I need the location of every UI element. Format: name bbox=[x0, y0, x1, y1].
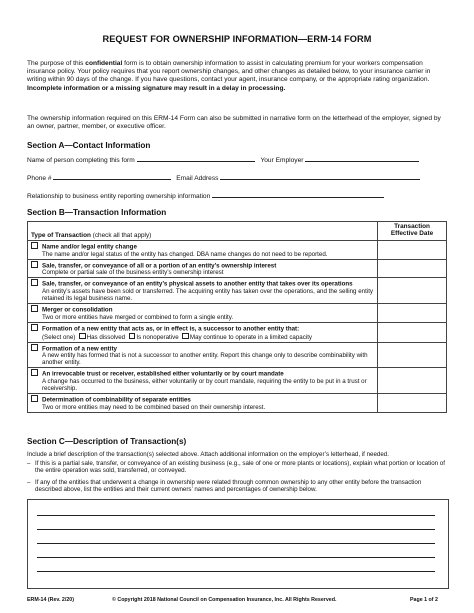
copyright: © Copyright 2018 National Council on Compensation Insurance, Inc. All Rights Reserved. bbox=[112, 597, 337, 603]
description-line[interactable] bbox=[37, 571, 435, 572]
narrative-paragraph: The ownership information required on this ERM-14 Form can also be submitted in narrative form on the letterhead of the employer, signed by an owner, partner, member, or executive officer. bbox=[27, 115, 441, 131]
table-row bbox=[28, 278, 447, 304]
row-description: A new entity has formed that is not a successor to another entity. Report this change only to describe combinability with another entity. bbox=[42, 352, 368, 367]
asset-sale-checkbox[interactable] bbox=[31, 279, 38, 286]
intro-text-b: form is to obtain ownership information to assist in calculating premium for your workers compensation insurance policy. Your policy requires that you report ownership changes, and other changes as detailed below, to your insurance carrier in writing within 90 days of the change. If you have questions, contact your agent, insurance company, or the appropriate rating organization. bbox=[27, 60, 431, 84]
name-change-checkbox[interactable] bbox=[31, 242, 38, 249]
table-row bbox=[28, 241, 447, 260]
nonoperative-label: Is nonoperative bbox=[136, 333, 179, 341]
form-title: REQUEST FOR OWNERSHIP INFORMATION—ERM-14 FORM bbox=[102, 34, 372, 44]
combinability-checkbox[interactable] bbox=[31, 395, 38, 402]
intro-warning: Incomplete information or a missing signature may result in a delay in processing. bbox=[27, 84, 286, 92]
successor-checkbox[interactable] bbox=[31, 324, 38, 331]
nonoperative-checkbox[interactable] bbox=[129, 333, 136, 340]
bullet-related-entities bbox=[27, 479, 447, 494]
effective-date-cell[interactable] bbox=[378, 304, 447, 323]
form-id: ERM-14 (Rev. 2/20) bbox=[27, 597, 75, 603]
description-line[interactable] bbox=[37, 543, 435, 544]
successor-options bbox=[31, 333, 374, 341]
row-title: Name and/or legal entity change bbox=[42, 243, 137, 251]
bullet1-text: If this is a partial sale, transfer, or conveyance of an existing business (e.g., sale of one or more plants or locations), explain what portion or location of the entire operation was sold, transferred, or conveyed. bbox=[35, 460, 445, 475]
intro-text-a: The purpose of this bbox=[27, 60, 86, 67]
intro-paragraph bbox=[27, 60, 447, 93]
section-b-heading: Section B—Transaction Information bbox=[27, 208, 167, 217]
name-field[interactable] bbox=[137, 155, 255, 162]
transaction-table bbox=[27, 221, 447, 413]
intro-confidential: confidential bbox=[85, 60, 123, 67]
row-title: Formation of a new entity bbox=[42, 345, 117, 353]
row-description: A change has occurred to the business, either voluntarily or by court mandate, requiring the entity to be put in a trust or receivership. bbox=[42, 378, 367, 393]
relationship-label: Relationship to business entity reporting ownership information bbox=[27, 193, 211, 200]
merger-checkbox[interactable] bbox=[31, 305, 38, 312]
row-title: Sale, transfer, or conveyance of an entity’s physical assets to another entity that takes over its operations bbox=[42, 280, 353, 288]
table-row bbox=[28, 322, 447, 342]
employer-field[interactable] bbox=[305, 155, 419, 162]
table-row bbox=[28, 368, 447, 394]
bullet-partial-sale bbox=[27, 460, 447, 475]
description-line[interactable] bbox=[37, 515, 435, 516]
dissolved-label: Has dissolved bbox=[86, 333, 126, 341]
row-description: Two or more entities have merged or combined to form a single entity. bbox=[42, 313, 234, 321]
phone-field[interactable] bbox=[53, 173, 171, 180]
description-box bbox=[27, 499, 449, 589]
row-title: Determination of combinability of separate entities bbox=[42, 396, 191, 404]
description-line[interactable] bbox=[37, 557, 435, 558]
type-header-label: Type of Transaction bbox=[31, 232, 91, 239]
row-title: An irrevocable trust or receiver, established either voluntarily or by court mandate bbox=[42, 370, 284, 378]
effective-date-cell[interactable] bbox=[378, 259, 447, 278]
trust-checkbox[interactable] bbox=[31, 369, 38, 376]
effective-date-cell[interactable] bbox=[378, 368, 447, 394]
type-header-note: (check all that apply) bbox=[92, 232, 152, 239]
limited-capacity-label: May continue to operate in a limited capacity bbox=[189, 333, 313, 341]
new-entity-checkbox[interactable] bbox=[31, 344, 38, 351]
table-row bbox=[28, 342, 447, 368]
effective-date-cell[interactable] bbox=[378, 241, 447, 260]
row-description: An entity’s assets have been sold or transferred. The acquiring entity has taken over the operations, and the selling entity retained its legal business name. bbox=[42, 288, 374, 303]
description-line[interactable] bbox=[37, 529, 435, 530]
ownership-sale-checkbox[interactable] bbox=[31, 261, 38, 268]
email-field[interactable] bbox=[220, 173, 420, 180]
table-row bbox=[28, 304, 447, 323]
section-c-heading: Section C—Description of Transaction(s) bbox=[27, 437, 187, 446]
row-title: Formation of a new entity that acts as, or in effect is, a successor to another entity that: bbox=[42, 325, 300, 333]
type-header bbox=[28, 222, 378, 241]
effective-date-cell[interactable] bbox=[378, 322, 447, 342]
dissolved-checkbox[interactable] bbox=[79, 333, 86, 340]
table-row bbox=[28, 394, 447, 413]
name-row bbox=[27, 155, 419, 164]
row-description: Complete or partial sale of the business entity’s ownership interest bbox=[42, 269, 224, 277]
date-header: Transaction Effective Date bbox=[378, 222, 447, 241]
row-description: The name and/or legal status of the entity has changed. DBA name changes do not need to be reported. bbox=[42, 250, 328, 258]
phone-label: Phone # bbox=[27, 175, 52, 182]
row-description: Two or more entities may need to be combined based on their ownership interest. bbox=[42, 403, 266, 411]
employer-label: Your Employer bbox=[260, 157, 304, 164]
select-one-label: (Select one) bbox=[42, 333, 76, 341]
row-title: Merger or consolidation bbox=[42, 306, 113, 314]
effective-date-cell[interactable] bbox=[378, 394, 447, 413]
limited-capacity-checkbox[interactable] bbox=[182, 333, 189, 340]
row-title: Sale, transfer, or conveyance of all or a portion of an entity’s ownership interest bbox=[42, 262, 277, 270]
table-header-row bbox=[28, 222, 447, 241]
table-row bbox=[28, 259, 447, 278]
relationship-row bbox=[27, 191, 384, 200]
page-number: Page 1 of 2 bbox=[410, 597, 438, 603]
phone-row bbox=[27, 173, 420, 182]
bullet2-text: If any of the entities that underwent a change in ownership were related through common ownership to any other entity before the transaction described above, list the entities and their current owners’ names and percentages of ownership below. bbox=[35, 479, 422, 494]
effective-date-cell[interactable] bbox=[378, 278, 447, 304]
section-c-intro: Include a brief description of the transaction(s) selected above. Attach additional information on the employer’s letterhead, if needed. bbox=[27, 451, 389, 458]
bullet-dash: – bbox=[27, 460, 31, 467]
relationship-field[interactable] bbox=[212, 191, 384, 198]
section-a-heading: Section A—Contact Information bbox=[27, 141, 151, 150]
name-label: Name of person completing this form bbox=[27, 157, 135, 164]
email-label: Email Address bbox=[176, 175, 219, 182]
bullet-dash: – bbox=[27, 479, 31, 486]
effective-date-cell[interactable] bbox=[378, 342, 447, 368]
